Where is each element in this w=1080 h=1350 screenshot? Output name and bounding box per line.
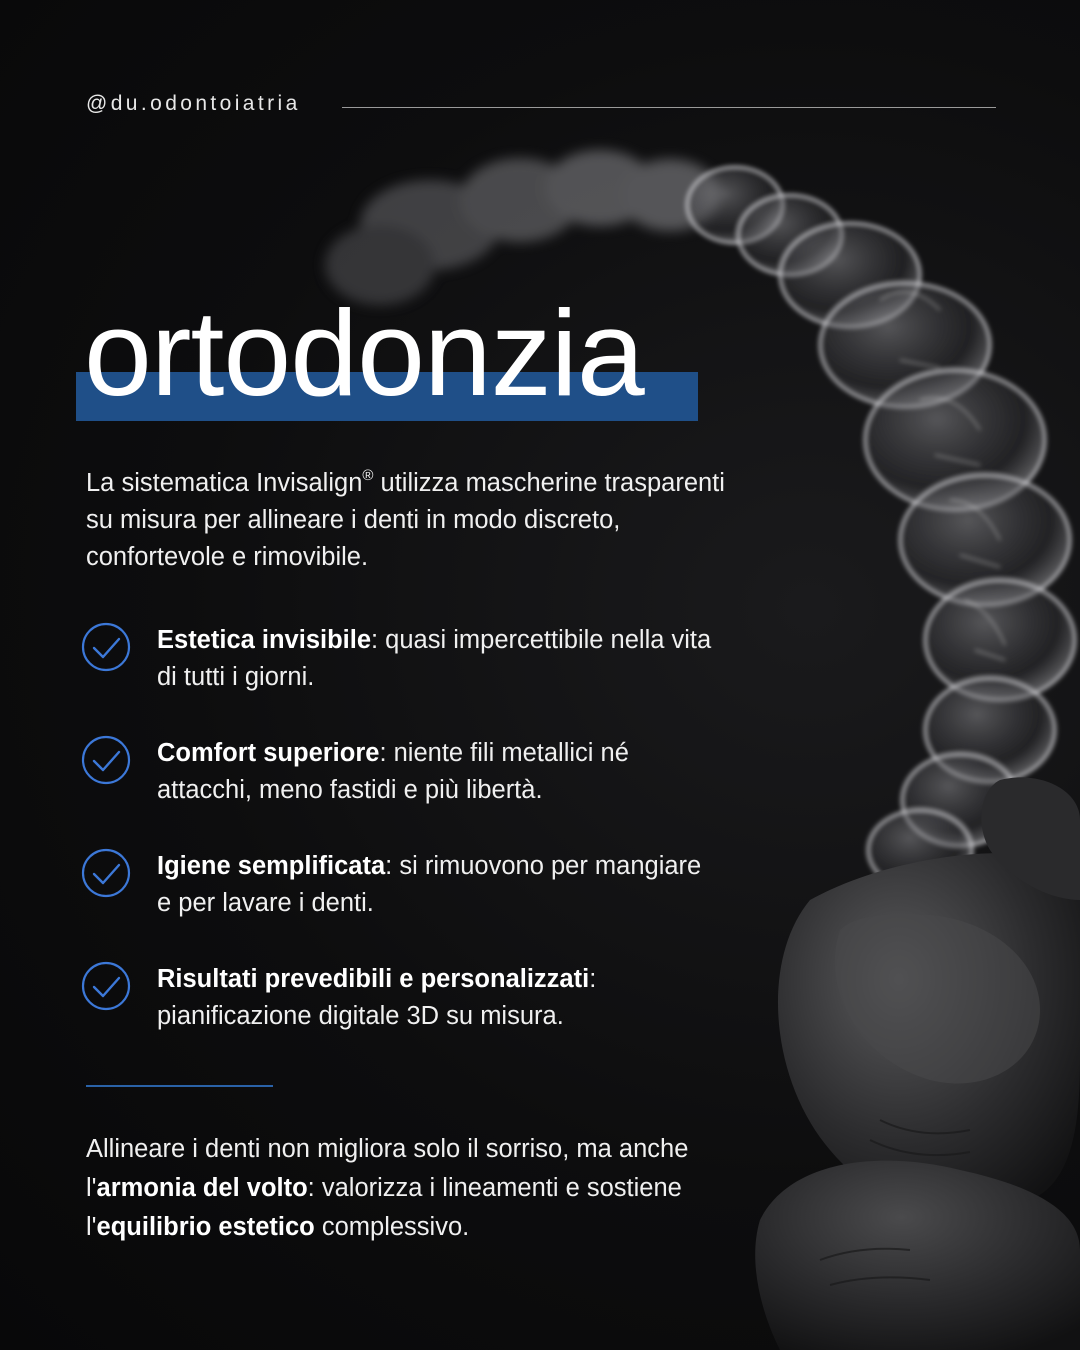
- list-item: [80, 622, 720, 735]
- feature-text: Estetica invisibile: quasi impercettibile nella vita di tutti i giorni.: [157, 626, 712, 691]
- feature-title: Risultati prevedibili e personalizzati: [157, 965, 590, 993]
- highlight-balance: equilibrio estetico: [96, 1213, 315, 1241]
- check-circle-icon: [80, 847, 132, 899]
- account-handle: @du.odontoiatria: [86, 92, 301, 115]
- feature-title: Igiene semplificata: [157, 852, 386, 880]
- list-item: [80, 848, 720, 961]
- intro-paragraph: La sistematica Invisalign® utilizza mascherine trasparenti su misura per allineare i denti in modo discreto, confortevole e rimovibile.: [86, 467, 725, 571]
- check-circle-icon: [80, 960, 132, 1012]
- feature-title: Estetica invisibile: [157, 626, 372, 654]
- feature-title: Comfort superiore: [157, 739, 380, 767]
- highlight-harmony: armonia del volto: [96, 1174, 308, 1202]
- header-rule: [342, 107, 996, 108]
- check-circle-icon: [80, 734, 132, 786]
- feature-text: Risultati prevedibili e personalizzati: pianificazione digitale 3D su misura.: [157, 965, 597, 1030]
- section-divider: [86, 1085, 273, 1087]
- check-circle-icon: [80, 621, 132, 673]
- feature-text: Comfort superiore: niente fili metallici né attacchi, meno fastidi e più libertà.: [157, 739, 629, 804]
- feature-text: Igiene semplificata: si rimuovono per mangiare e per lavare i denti.: [157, 852, 702, 917]
- feature-list: [80, 622, 720, 1074]
- closing-paragraph: Allineare i denti non migliora solo il sorriso, ma anche l'armonia del volto: valorizza i lineamenti e sostiene l'equilibrio estetico complessivo.: [86, 1135, 689, 1241]
- registered-mark: ®: [362, 467, 374, 484]
- list-item: [80, 961, 720, 1074]
- page-title: ortodonzia: [84, 285, 644, 421]
- list-item: [80, 735, 720, 848]
